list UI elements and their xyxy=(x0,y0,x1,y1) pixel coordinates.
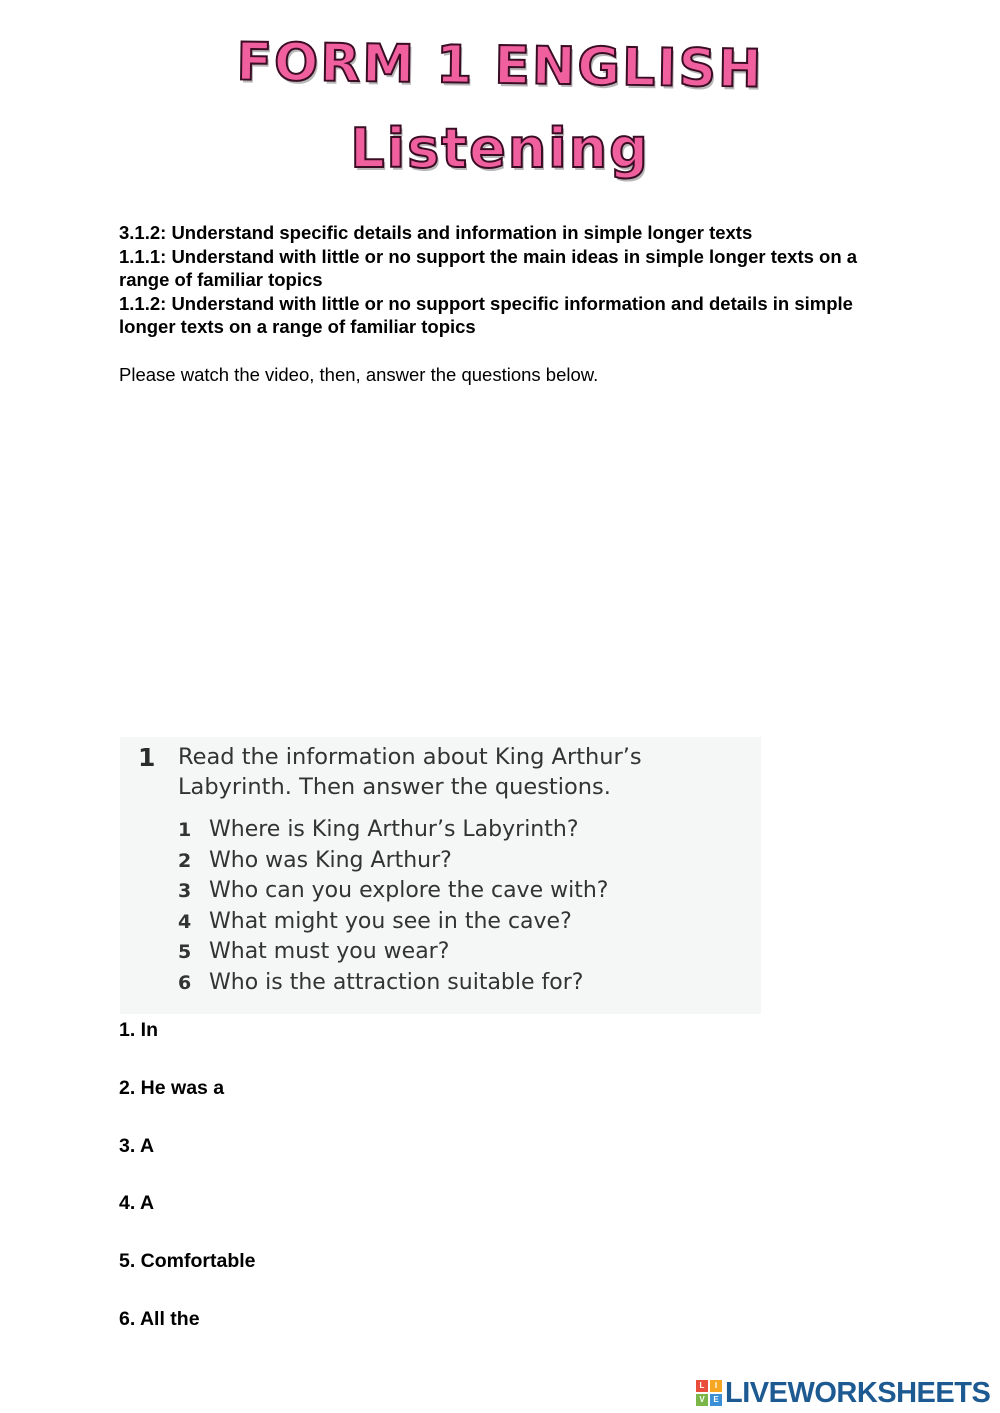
question-item xyxy=(178,815,608,846)
worksheet-title xyxy=(0,32,1000,180)
question-text: Who can you explore the cave with? xyxy=(209,878,609,903)
liveworksheets-logo[interactable] xyxy=(696,1377,990,1409)
standard-item: 3.1.2: Understand specific details and information in simple longer texts xyxy=(119,222,753,243)
standard-item: 1.1.2: Understand with little or no support specific information and details in simple longer texts on a range of familiar topics xyxy=(119,292,853,337)
answer-prompt: 4. A xyxy=(119,1192,155,1215)
exercise-heading-line: Labyrinth. Then answer the questions. xyxy=(178,774,611,800)
logo-text: LIVEWORKSHEETS xyxy=(725,1376,991,1409)
instruction-text: Please watch the video, then, answer the questions below. xyxy=(119,364,599,385)
answer-prompt: 3. A xyxy=(119,1134,155,1157)
question-text: Who was King Arthur? xyxy=(209,847,452,873)
answer-prompt: 6. All the xyxy=(119,1307,200,1330)
logo-letter: I xyxy=(710,1380,722,1392)
question-item xyxy=(178,937,608,968)
question-item xyxy=(178,846,608,877)
question-text: What must you wear? xyxy=(209,939,450,964)
answer-prompt: 1. In xyxy=(119,1019,159,1041)
answer-prompt: 2. He was a xyxy=(119,1076,225,1099)
question-number: 1 xyxy=(178,819,192,841)
question-item xyxy=(178,876,608,907)
question-number: 3 xyxy=(178,880,192,902)
exercise-number: 1 xyxy=(138,743,156,772)
textbook-exercise-image xyxy=(120,737,761,1014)
answer-list xyxy=(119,1018,256,1365)
title-main: FORM 1 ENGLISH xyxy=(236,32,764,100)
logo-letter: V xyxy=(696,1394,708,1406)
question-list xyxy=(178,815,608,998)
answer-prompt: 5. Comfortable xyxy=(119,1250,256,1273)
question-item xyxy=(178,907,608,938)
question-text: What might you see in the cave? xyxy=(209,908,572,934)
title-sub: Listening xyxy=(350,117,650,180)
exercise-heading xyxy=(178,742,642,802)
question-number: 4 xyxy=(178,910,192,933)
logo-letter: L xyxy=(696,1380,708,1392)
question-text: Who is the attraction suitable for? xyxy=(209,969,584,995)
logo-letter: E xyxy=(710,1394,722,1406)
learning-standards xyxy=(119,221,899,339)
exercise-heading-line: Read the information about King Arthur’s xyxy=(178,744,642,770)
logo-icon xyxy=(696,1380,722,1406)
standard-item: 1.1.1: Understand with little or no support the main ideas in simple longer texts on a range of familiar topics xyxy=(119,245,858,290)
question-number: 2 xyxy=(178,849,192,872)
question-text: Where is King Arthur’s Labyrinth? xyxy=(209,817,579,842)
question-number: 6 xyxy=(178,971,192,994)
question-number: 5 xyxy=(178,941,192,963)
question-item xyxy=(178,968,608,999)
